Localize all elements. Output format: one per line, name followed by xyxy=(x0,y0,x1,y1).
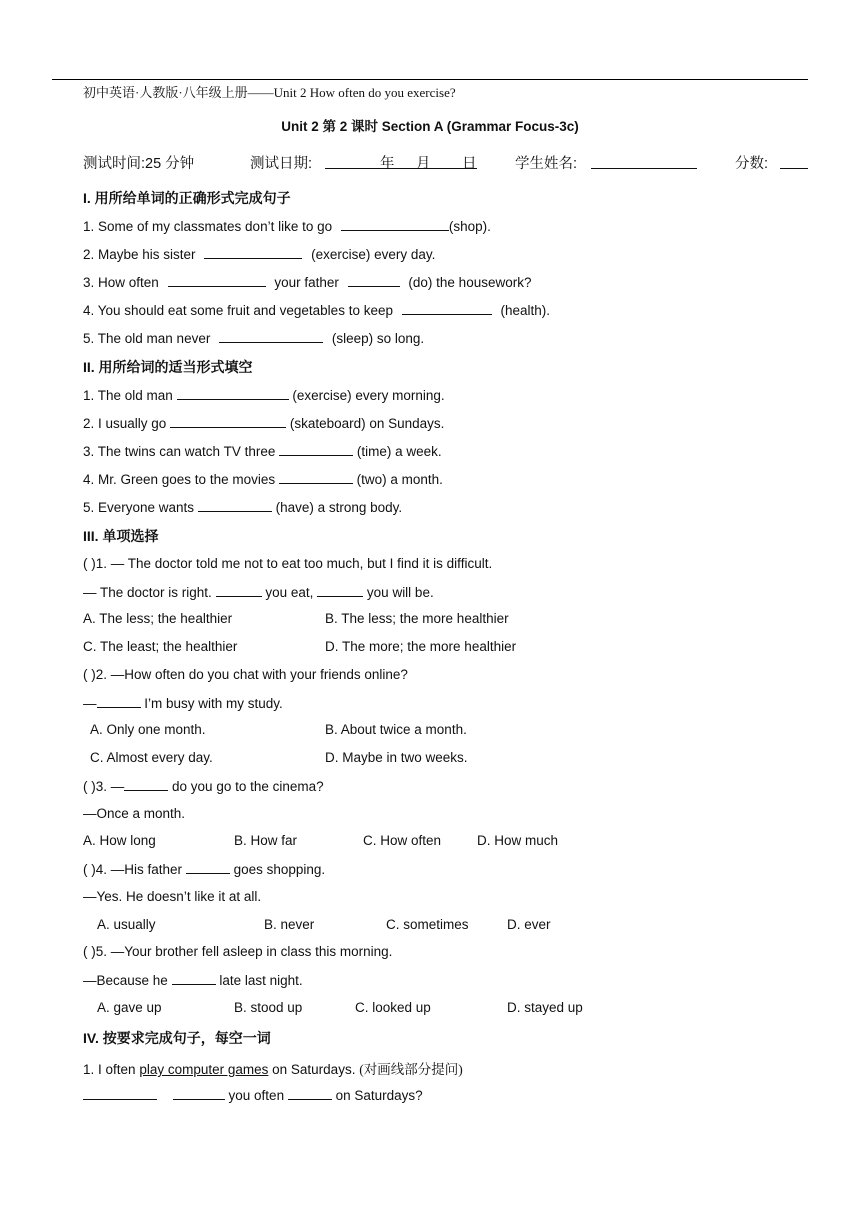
s2-q4-text: 4. Mr. Green goes to the movies xyxy=(83,472,276,487)
s1-q4-text: 4. You should eat some fruit and vegetables to keep xyxy=(83,303,393,318)
s3-q5-reply-text-2: late last night. xyxy=(219,973,303,988)
s3-q4-text: ( )4. —His father xyxy=(83,862,183,877)
s3-q1-option-c[interactable]: C. The least; the healthier xyxy=(83,639,238,654)
s1-q2-text: 2. Maybe his sister xyxy=(83,247,196,262)
s1-q3-hint: (do) the housework? xyxy=(408,275,532,290)
s3-q3-option-b[interactable]: B. How far xyxy=(234,833,298,848)
s3-q2-option-a[interactable]: A. Only one month. xyxy=(90,722,206,737)
s4-q1-blank-3[interactable] xyxy=(288,1087,332,1100)
page-title: Unit 2 第 2 课时 Section A (Grammar Focus-3c) xyxy=(281,119,579,134)
section-2-heading: II. 用所给词的适当形式填空 xyxy=(83,359,253,375)
s3-q1-option-b[interactable]: B. The less; the more healthier xyxy=(325,611,509,626)
s3-q2-option-c[interactable]: C. Almost every day. xyxy=(90,750,213,765)
s2-q1-hint: (exercise) every morning. xyxy=(292,388,445,403)
s1-q5-hint: (sleep) so long. xyxy=(331,331,425,346)
s2-question-1 xyxy=(83,387,445,403)
breadcrumb: 初中英语·人教版·八年级上册——Unit 2 How often do you exercise? xyxy=(83,85,456,100)
s1-q1-blank[interactable] xyxy=(341,218,449,231)
s3-q5-stem: ( )5. —Your brother fell asleep in class this morning. xyxy=(83,944,393,959)
s3-q1-reply-text: — The doctor is right. xyxy=(83,585,212,600)
s3-q2-reply-text: I’m busy with my study. xyxy=(144,696,283,711)
s4-q1-instruction: (对画线部分提问) xyxy=(359,1062,463,1077)
name-field[interactable] xyxy=(591,168,697,169)
s3-q5-option-d[interactable]: D. stayed up xyxy=(507,1000,583,1015)
s3-q2-reply xyxy=(83,695,283,711)
s2-q4-blank[interactable] xyxy=(279,471,353,484)
s1-question-4 xyxy=(83,302,550,318)
test-date-label: 测试日期: xyxy=(250,156,313,172)
s4-q1-blank-2[interactable] xyxy=(173,1087,225,1100)
s3-q2-option-b[interactable]: B. About twice a month. xyxy=(325,722,467,737)
section-1-heading: I. 用所给单词的正确形式完成句子 xyxy=(83,190,291,206)
s2-q2-blank[interactable] xyxy=(170,415,286,428)
s3-q4-reply: —Yes. He doesn’t like it at all. xyxy=(83,889,262,904)
s2-question-2 xyxy=(83,415,444,431)
s2-q5-text: 5. Everyone wants xyxy=(83,500,195,515)
s3-q2-dash: — xyxy=(83,696,97,711)
score-field[interactable] xyxy=(780,168,808,169)
s3-q5-reply-text: —Because he xyxy=(83,973,168,988)
s3-q3-option-c[interactable]: C. How often xyxy=(363,833,442,848)
s3-q1-stem: ( )1. — The doctor told me not to eat too much, but I find it is difficult. xyxy=(83,556,493,571)
s3-q2-stem: ( )2. —How often do you chat with your friends online? xyxy=(83,667,408,682)
s3-q3-text: ( )3. — xyxy=(83,779,125,794)
score-label: 分数: xyxy=(735,156,769,172)
s4-question-1-answer xyxy=(83,1087,423,1103)
s1-question-1 xyxy=(83,218,491,234)
s1-q3-text-2: your father xyxy=(274,275,339,290)
s4-q1-answer-text: you often xyxy=(228,1088,285,1103)
section-4-heading: IV. 按要求完成句子，每空一词 xyxy=(83,1030,271,1046)
s3-q5-blank[interactable] xyxy=(172,972,216,985)
s4-q1-underlined-phrase: play computer games xyxy=(139,1062,269,1077)
s2-question-3 xyxy=(83,443,442,459)
s2-q1-text: 1. The old man xyxy=(83,388,173,403)
day-label: 日 xyxy=(462,156,477,172)
month-label: 月 xyxy=(416,156,431,172)
s3-q1-reply-text-2: you eat, xyxy=(265,585,314,600)
s3-q1-option-a[interactable]: A. The less; the healthier xyxy=(83,611,233,626)
date-underline xyxy=(325,168,477,169)
s1-q3-blank-2[interactable] xyxy=(348,274,400,287)
s4-q1-answer-text-2: on Saturdays? xyxy=(335,1088,423,1103)
s1-q1-text: 1. Some of my classmates don’t like to go xyxy=(83,219,333,234)
s3-q3-blank[interactable] xyxy=(124,778,168,791)
s3-q2-blank[interactable] xyxy=(97,695,141,708)
s2-q2-text: 2. I usually go xyxy=(83,416,167,431)
test-time-label: 测试时间:25 分钟 xyxy=(83,156,195,172)
s3-q5-reply xyxy=(83,972,303,988)
s3-q4-stem xyxy=(83,861,325,877)
s3-q3-option-d[interactable]: D. How much xyxy=(477,833,559,848)
s3-q5-option-c[interactable]: C. looked up xyxy=(355,1000,431,1015)
s3-q4-blank[interactable] xyxy=(186,861,230,874)
header-rule xyxy=(52,79,808,80)
s1-q4-blank[interactable] xyxy=(402,302,492,315)
s3-q4-option-c[interactable]: C. sometimes xyxy=(386,917,469,932)
s3-q1-option-d[interactable]: D. The more; the more healthier xyxy=(325,639,517,654)
s2-q5-blank[interactable] xyxy=(198,499,272,512)
s3-q5-option-a[interactable]: A. gave up xyxy=(97,1000,162,1015)
s3-q3-reply: —Once a month. xyxy=(83,806,186,821)
s1-q5-text: 5. The old man never xyxy=(83,331,211,346)
s3-q4-text-2: goes shopping. xyxy=(233,862,326,877)
s1-question-3 xyxy=(83,274,531,290)
s4-q1-text: 1. I often xyxy=(83,1062,136,1077)
section-3-heading: III. 单项选择 xyxy=(83,528,159,544)
s3-q3-option-a[interactable]: A. How long xyxy=(83,833,156,848)
s3-q4-option-d[interactable]: D. ever xyxy=(507,917,551,932)
s1-q3-blank-1[interactable] xyxy=(168,274,266,287)
s1-question-2 xyxy=(83,246,435,262)
s2-q2-hint: (skateboard) on Sundays. xyxy=(289,416,445,431)
s2-q3-hint: (time) a week. xyxy=(356,444,442,459)
s3-q3-stem xyxy=(83,778,324,794)
s1-q1-hint: (shop). xyxy=(448,219,491,234)
s2-q4-hint: (two) a month. xyxy=(356,472,443,487)
s4-q1-text-2: on Saturdays. xyxy=(272,1062,356,1077)
s1-q3-text: 3. How often xyxy=(83,275,159,290)
s1-q2-hint: (exercise) every day. xyxy=(311,247,436,262)
s3-q2-option-d[interactable]: D. Maybe in two weeks. xyxy=(325,750,468,765)
s3-q1-reply-text-3: you will be. xyxy=(366,585,434,600)
s3-q5-option-b[interactable]: B. stood up xyxy=(234,1000,303,1015)
s3-q4-option-a[interactable]: A. usually xyxy=(97,917,156,932)
s3-q1-blank-2[interactable] xyxy=(317,584,363,597)
s4-question-1 xyxy=(83,1058,463,1078)
s1-q4-hint: (health). xyxy=(500,303,551,318)
s1-q5-blank[interactable] xyxy=(219,330,323,343)
s2-q3-blank[interactable] xyxy=(279,443,353,456)
s3-q3-text-2: do you go to the cinema? xyxy=(172,779,324,794)
s1-q2-blank[interactable] xyxy=(204,246,302,259)
year-label: 年 xyxy=(380,156,395,172)
s4-q1-blank-1[interactable] xyxy=(83,1087,157,1100)
s1-question-5 xyxy=(83,330,424,346)
s3-q1-reply xyxy=(83,584,434,600)
s2-q1-blank[interactable] xyxy=(177,387,289,400)
s2-question-4 xyxy=(83,471,443,487)
s3-q1-blank-1[interactable] xyxy=(216,584,262,597)
s2-q5-hint: (have) a strong body. xyxy=(275,500,403,515)
s2-q3-text: 3. The twins can watch TV three xyxy=(83,444,276,459)
s2-question-5 xyxy=(83,499,402,515)
s3-q4-option-b[interactable]: B. never xyxy=(264,917,315,932)
student-name-label: 学生姓名: xyxy=(515,156,578,172)
